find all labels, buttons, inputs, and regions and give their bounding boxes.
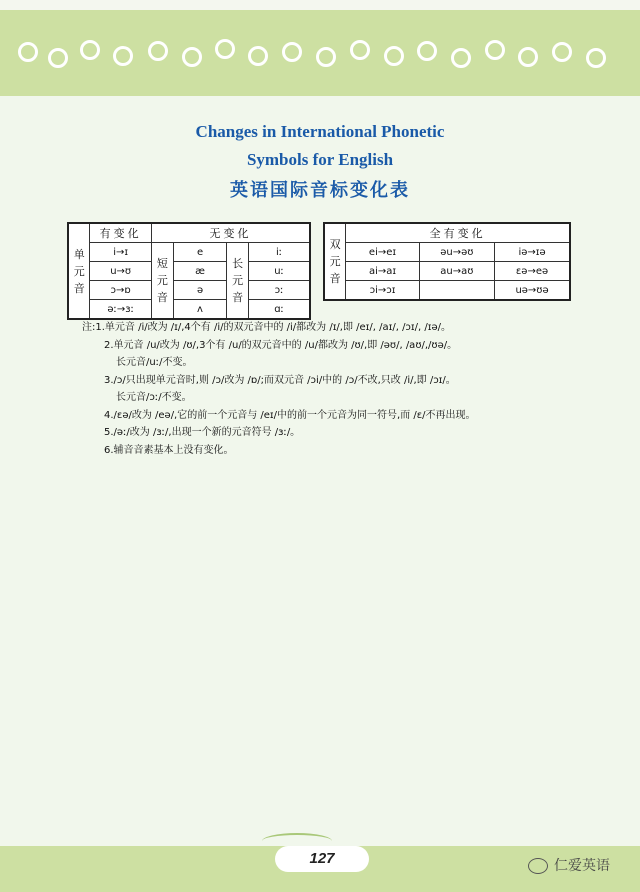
diphthong-cell: ai→aɪ <box>346 262 419 281</box>
diphthong-cell: əu→əʊ <box>419 243 494 262</box>
changed-cell: əː→ɜː <box>90 300 152 320</box>
diphthong-cell: au→aʊ <box>419 262 494 281</box>
watermark <box>528 855 610 875</box>
diphthong-cell <box>419 281 494 301</box>
ring-icon <box>148 41 168 61</box>
notes <box>82 319 602 459</box>
short-vowel-cell: e <box>173 243 226 262</box>
ring-icon <box>350 40 370 60</box>
short-vowel-cell: ə <box>173 281 226 300</box>
diphthong-cell: uə→ʊə <box>495 281 570 301</box>
watermark-text: 仁爱英语 <box>554 858 610 874</box>
title-chinese: 英语国际音标变化表 <box>230 180 410 201</box>
short-vowel-cell: ʌ <box>173 300 226 320</box>
wechat-icon <box>528 858 548 874</box>
decorative-rings <box>0 38 640 68</box>
header-strip <box>0 0 640 10</box>
ring-icon <box>48 48 68 68</box>
long-vowel-cell: iː <box>249 243 310 262</box>
ring-icon <box>113 46 133 66</box>
diphthong-cell: ɔi→ɔɪ <box>346 281 419 301</box>
ring-icon <box>586 48 606 68</box>
page-number: 127 <box>275 846 369 872</box>
diphthong-cell: iə→ɪə <box>495 243 570 262</box>
ring-icon <box>80 40 100 60</box>
note-3-continued: 长元音/ɔː/不变。 <box>116 392 192 403</box>
changed-header: 有变化 <box>90 223 152 243</box>
note-5: 5./əː/改为 /ɜː/,出现一个新的元音符号 /ɜː/。 <box>104 427 301 438</box>
diphthong-cell: ei→eɪ <box>346 243 419 262</box>
ring-icon <box>384 46 404 66</box>
title-line-2: Symbols for English <box>246 150 394 169</box>
note-3: 3./ɔ/只出现单元音时,则 /ɔ/改为 /ɒ/;而双元音 /ɔi/中的 /ɔ/不改,只改 /i/,即 /ɔɪ/。 <box>104 374 456 386</box>
ring-icon <box>282 42 302 62</box>
note-2-continued: 长元音/uː/不变。 <box>116 357 193 368</box>
changed-cell: ɔ→ɒ <box>90 281 152 300</box>
ring-icon <box>552 42 572 62</box>
diphthong-label: 双 元 音 <box>324 223 346 300</box>
long-vowel-cell: ɔː <box>249 281 310 300</box>
ring-icon <box>485 40 505 60</box>
ring-icon <box>316 47 336 67</box>
diphthong-table <box>323 222 571 301</box>
ring-icon <box>417 41 437 61</box>
changed-cell: u→ʊ <box>90 262 152 281</box>
long-vowel-label: 长 元 音 <box>227 243 249 320</box>
ring-icon <box>248 46 268 66</box>
note-4: 4./ɛə/改为 /eə/,它的前一个元音与 /eɪ/中的前一个元音为同一符号,而 /ɛ/不再出现。 <box>104 409 476 421</box>
note-6: 6.辅音音素基本上没有变化。 <box>104 444 234 456</box>
unchanged-header: 无变化 <box>151 223 310 243</box>
title-line-1: Changes in International Phonetic <box>195 122 445 141</box>
ring-icon <box>18 42 38 62</box>
ring-icon <box>451 48 471 68</box>
single-vowel-table <box>67 222 311 320</box>
long-vowel-cell: uː <box>249 262 310 281</box>
ring-icon <box>518 47 538 67</box>
short-vowel-label: 短 元 音 <box>151 243 173 320</box>
short-vowel-cell: æ <box>173 262 226 281</box>
all-changed-header: 全有变化 <box>346 223 570 243</box>
long-vowel-cell: ɑː <box>249 300 310 320</box>
note-1: 注:1.单元音 /i/改为 /ɪ/,4个有 /i/的双元音中的 /i/都改为 /ɪ/,即 /eɪ/, /aɪ/, /ɔɪ/, /ɪə/。 <box>82 322 451 333</box>
changed-cell: i→ɪ <box>90 243 152 262</box>
ring-icon <box>182 47 202 67</box>
ring-icon <box>215 39 235 59</box>
diphthong-cell: ɛə→eə <box>495 262 570 281</box>
note-2: 2.单元音 /u/改为 /ʊ/,3个有 /u/的双元音中的 /u/都改为 /ʊ/,即 /əʊ/, /aʊ/,/ʊə/。 <box>104 339 458 351</box>
single-vowel-label: 单 元 音 <box>68 223 90 319</box>
